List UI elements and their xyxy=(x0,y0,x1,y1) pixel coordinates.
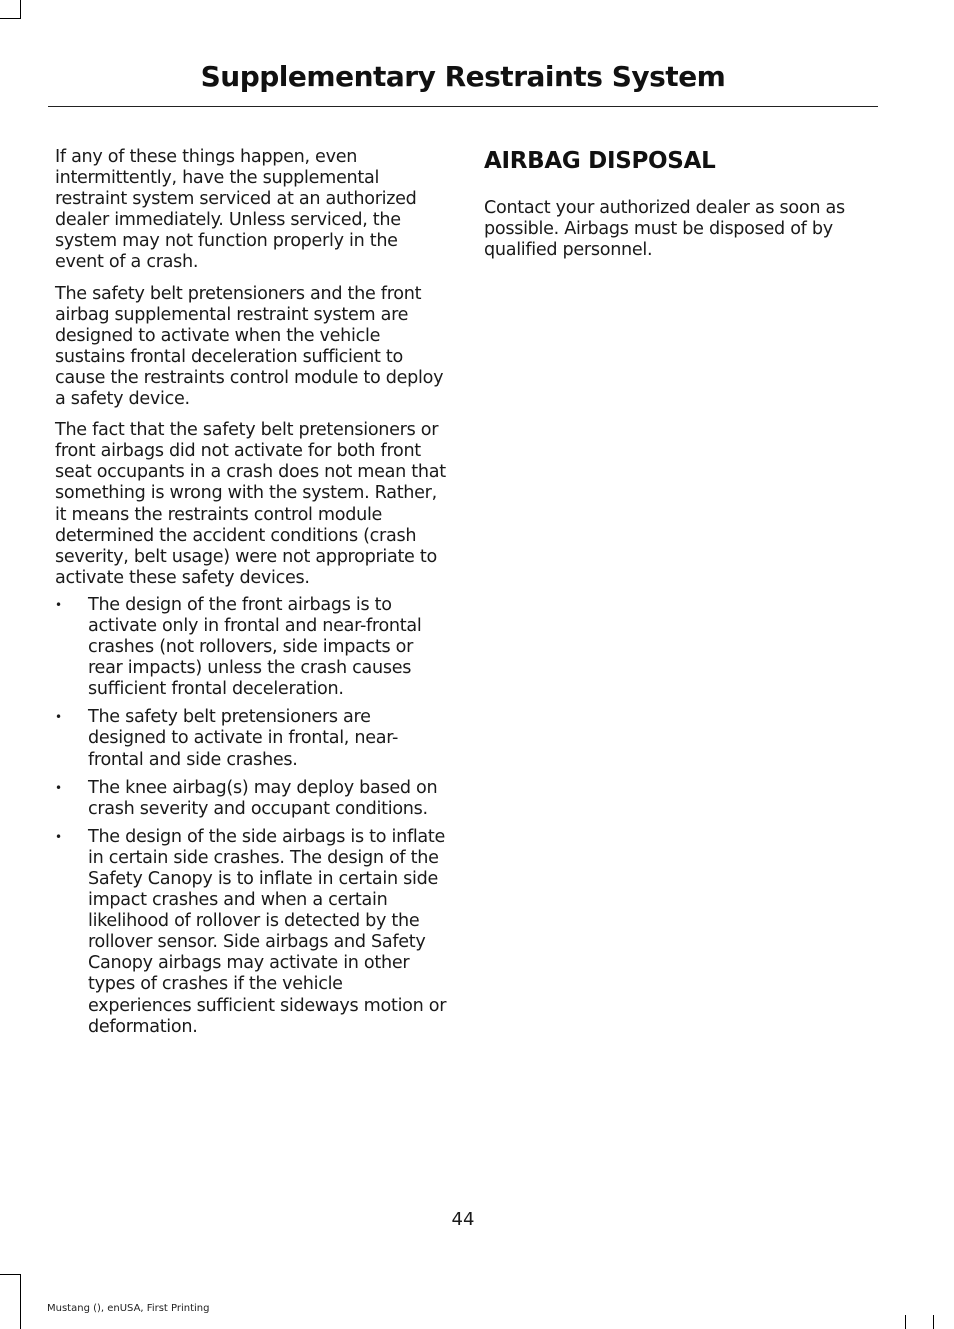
section-heading: AIRBAG DISPOSAL xyxy=(484,148,716,174)
crop-mark-bottom-left-vertical xyxy=(20,1274,21,1329)
crop-mark-bottom-right-vertical-inner xyxy=(933,1315,934,1329)
left-column xyxy=(55,147,447,1045)
list-item-text: The safety belt pretensioners are designed to activate in frontal, near-frontal and side crashes. xyxy=(88,707,399,770)
list-item-text: The design of the front airbags is to activate only in frontal and near-frontal crashes (not rollovers, side impacts or rear impacts) unless the crash causes sufficient frontal deceleration. xyxy=(88,594,422,700)
list-item-text: The design of the side airbags is to inflate in certain side crashes. The design of the Safety Canopy is to inflate in certain side impact crashes and when a certain likelihood of rollover is detected by the rollover sensor. Side airbags and Safety Canopy airbags may activate in other types of crashes if the vehicle experiences sufficient sideways motion or deformation. xyxy=(88,826,447,1037)
paragraph: The safety belt pretensioners and the front airbag supplemental restraint system are designed to activate when the vehicle sustains frontal deceleration sufficient to cause the restraints control module to deploy a safety device. xyxy=(55,283,444,410)
page-title: Supplementary Restraints System xyxy=(200,60,726,93)
paragraph: If any of these things happen, even intermittently, have the supplemental restraint system serviced at an authorized dealer immediately. Unless serviced, the system may not function properly in the event of a crash. xyxy=(55,147,417,273)
bullet-icon: • xyxy=(55,597,62,612)
crop-mark-top-left-horizontal xyxy=(0,18,21,19)
crop-mark-bottom-left-horizontal xyxy=(0,1274,21,1275)
list-item-text: The knee airbag(s) may deploy based on crash severity and occupant conditions. xyxy=(88,777,438,819)
header-divider xyxy=(48,106,878,107)
list-item xyxy=(55,707,447,770)
paragraph: Contact your authorized dealer as soon as possible. Airbags must be disposed of by qualified personnel. xyxy=(484,198,845,261)
bullet-icon: • xyxy=(55,829,62,844)
bullet-icon: • xyxy=(55,780,62,795)
bullet-icon: • xyxy=(55,710,62,725)
crop-mark-bottom-right-vertical-outer xyxy=(905,1315,906,1329)
print-info: Mustang (), enUSA, First Printing xyxy=(47,1303,210,1314)
list-item xyxy=(55,778,447,820)
page-number: 44 xyxy=(451,1209,475,1230)
crop-mark-top-left-vertical xyxy=(20,0,21,18)
list-item xyxy=(55,827,447,1038)
right-column xyxy=(484,147,876,271)
paragraph: The fact that the safety belt pretensioners or front airbags did not activate for both front seat occupants in a crash does not mean that something is wrong with the system. Rather, it means the restraints control module determined the accident conditions (crash severity, belt usage) were not appropriate to activate these safety devices. xyxy=(55,420,446,588)
bullet-list xyxy=(55,595,447,1038)
list-item xyxy=(55,595,447,700)
